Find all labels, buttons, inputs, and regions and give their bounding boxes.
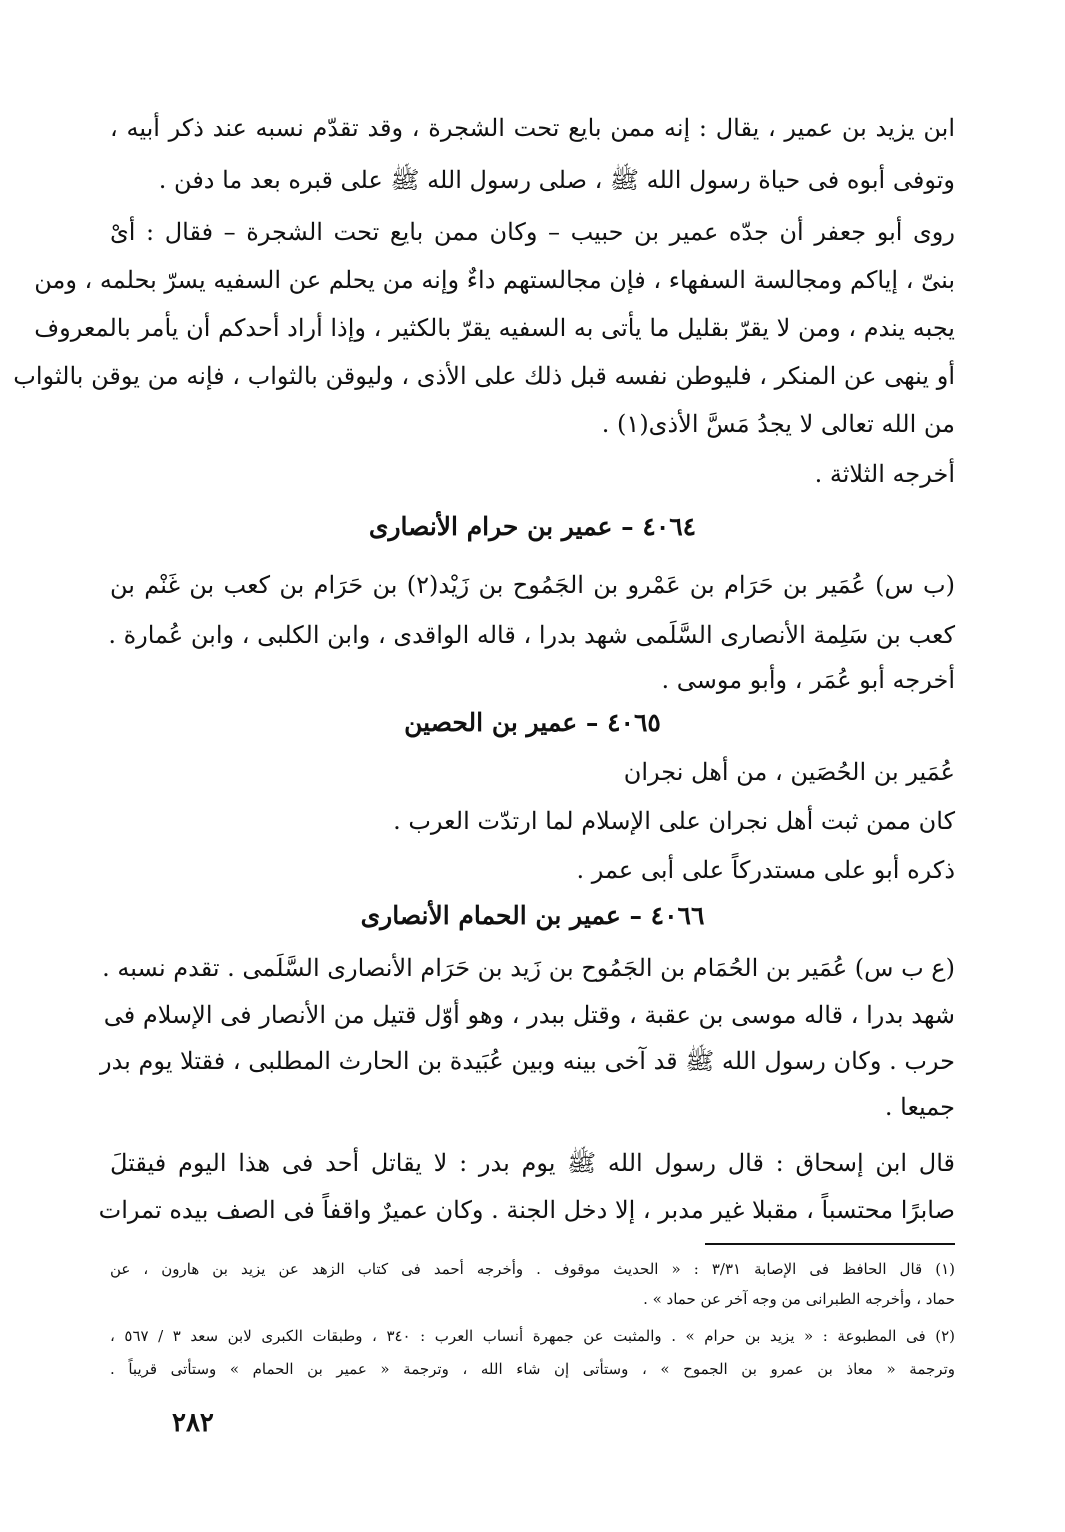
entry-heading: ٤٠٦٥ – عمير بن الحصين: [404, 708, 661, 737]
text-line: عُمَير بن الحُصَين ، من أهل نجران: [623, 758, 955, 786]
text-line: يجبه يندم ، ومن لا يقرّ بقليل ما يأتى به السفيه يقرّ بالكثير ، وإذا أراد أحدكم أن يأمر بالمعروف: [34, 314, 955, 342]
text-line: من الله تعالى لا يجدُ مَسَّ الأذى(١) .: [601, 410, 955, 438]
text-line: ذكره أبو على مستدركاً على أبى عمر .: [576, 856, 955, 884]
text-line: وتوفى أبوه فى حياة رسول الله ﷺ ، صلى رسول الله ﷺ على قبره بعد ما دفن .: [158, 166, 955, 194]
text-line: شهد بدرا ، قاله موسى بن عقبة ، وقتل ببدر ، وهو أوّل قتيل من الأنصار فى الإسلام فى: [103, 1001, 955, 1029]
text-line: أو ينهى عن المنكر ، فليوطن نفسه قبل ذلك على الأذى ، وليوقن بالثواب ، فإنه من يوقن بالثواب: [13, 362, 955, 390]
entry-heading: ٤٠٦٤ – عمير بن حرام الأنصارى: [368, 512, 697, 541]
text-line: قال ابن إسحاق : قال رسول الله ﷺ يوم بدر : لا يقاتل أحد فى هذا اليوم فيقتلَ: [110, 1149, 955, 1177]
text-line: كعب بن سَلِمة الأنصارى السَّلَمى شهد بدرا ، قاله الواقدى ، وابن الكلبى ، وابن عُمارة .: [108, 621, 955, 649]
page-number: ٢٨٢: [172, 1408, 214, 1438]
entry-heading: ٤٠٦٦ – عمير بن الحمام الأنصارى: [360, 901, 705, 930]
text-line: كان ممن ثبت أهل نجران على الإسلام لما ارتدّت العرب .: [393, 807, 955, 835]
footnote-line: حماد ، وأخرجه الطبرانى من وجه آخر عن حماد » .: [643, 1290, 955, 1308]
text-line: جميعا .: [884, 1093, 955, 1121]
footnote-line: (٢) فى المطبوعة : « يزيد بن حرام » . والمثبت عن جمهرة أنساب العرب : ٣٤٠ ، وطبقات الكبرى لابن سعد ٣ / ٥٦٧ ،: [110, 1327, 955, 1345]
footnote-divider: [705, 1243, 955, 1245]
source-note: أخرجه أبو عُمَر ، وأبو موسى .: [661, 666, 955, 694]
text-line: صابرًا محتسباً ، مقبلا غير مدبر ، إلا دخل الجنة . وكان عميرٌ واقفاً فى الصف بيده تمرات: [98, 1196, 955, 1224]
text-line: بنىّ ، إياكم ومجالسة السفهاء ، فإن مجالستهم داءٌ وإنه من يحلم عن السفيه يسرّ بحلمه ، ومن: [34, 266, 955, 294]
text-line: (ب س) عُمَير بن حَرَام بن عَمْرو بن الجَمُوح بن زَيْد(٢) بن حَرَام بن كعب بن غَنْم بن: [110, 571, 956, 599]
text-line: روى أبو جعفر أن جدّه عمير بن حبيب – وكان ممن بايع تحت الشجرة – فقال : أىْ: [110, 218, 955, 246]
footnote-line: (١) قال الحافظ فى الإصابة ٣/٣١ : « الحديث موقوف . وأخرجه أحمد فى كتاب الزهد عن يزيد بن هارون ، عن: [110, 1260, 955, 1278]
source-note: أخرجه الثلاثة .: [814, 460, 955, 488]
text-line: ابن يزيد بن عمير ، يقال : إنه ممن بايع تحت الشجرة ، وقد تقدّم نسبه عند ذكر أبيه ،: [110, 114, 955, 142]
text-line: (ع ب س) عُمَير بن الحُمَام بن الجَمُوح بن زَيد بن حَرَام الأنصارى السَّلَمى . تقدم نسبه .: [102, 954, 955, 982]
text-line: حرب . وكان رسول الله ﷺ قد آخى بينه وبين عُبَيدة بن الحارث المطلبى ، فقتلا يوم بدر: [99, 1047, 955, 1075]
footnote-line: وترجمة « معاذ بن عمرو بن الجموح » ، وستأتى إن شاء الله ، وترجمة « عمير بن الحمام » وستأتى قريباً .: [110, 1360, 955, 1378]
